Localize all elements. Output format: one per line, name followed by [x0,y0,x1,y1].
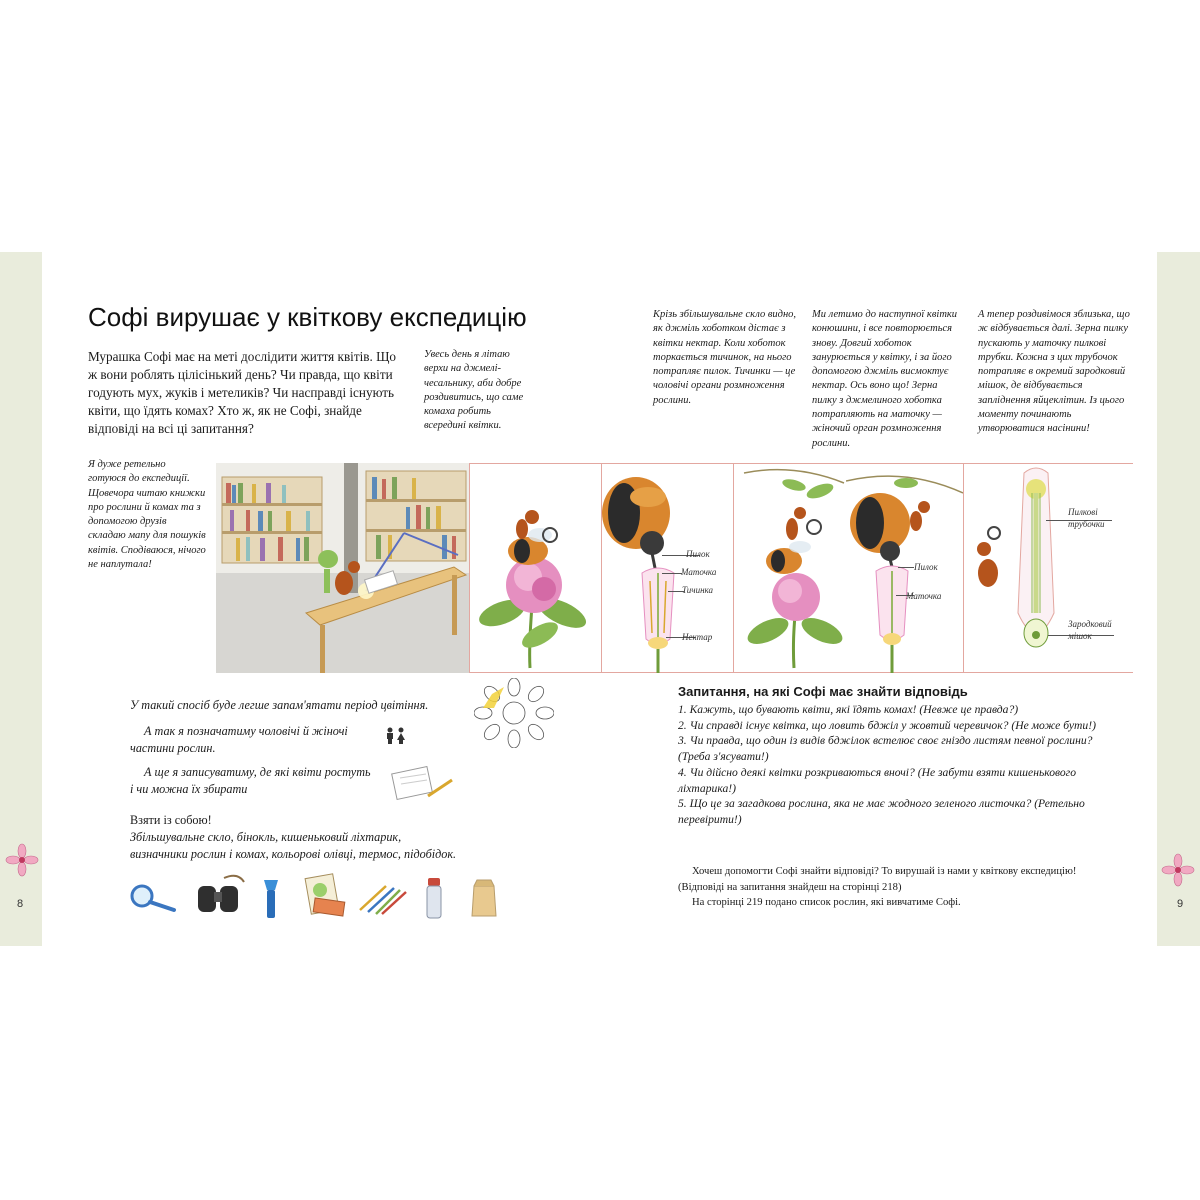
page-number-left: 8 [17,898,24,910]
note-flying: Ми летимо до наступної квітки конюшини, і все повторюється знову. Довгий хоботок занурюється у квітку, і за його допомогою джміль висмоктує нектар. Ось воно що! Зерна пилку з джмелиного хоботка потрапляють на маточку — жіночий орган розмноження рослини. [812,309,958,449]
flower-ornament-right-icon [1160,852,1196,888]
thermos-icon [424,876,444,920]
bee-on-clover-scene [470,463,601,673]
note-magnifier: Крізь збільшувальне скло видно, як джміль хоботком дістає з квітки нектар. Коли хоботок торкається тичинок, на нього потрапляє пилок. Тичинки — це чоловічі органи розмноження рослини. [653,309,797,406]
label-nectar: Нектар [682,632,713,642]
illustration-strip [216,463,1133,673]
guide-books-icon [300,872,350,918]
note-all-day: Увесь день я літаю верхи на джмелі-чесальнику, аби добре роздивитись, що саме комаха робить всередині квітки. [424,349,524,432]
tip-genders: А так я позначатиму чоловічі й жіночі частини рослин. [130,724,348,755]
note-closer: А тепер роздивімося зблизька, що ж відбувається далі. Зерна пилку пускають у маточку пилкові трубки. Кожна з цих трубочок потрапляє в окремий зародковий мішок, де відбувається запліднення яйцеклітин. Із цього моменту починають утворюватися насінини! [978,309,1130,435]
binoculars-icon [194,872,250,916]
tip-where: А ще я записуватиму, де які квіти ростуть і чи можна їх збирати [130,765,371,796]
magnifying-glass-icon [128,880,184,916]
take-along-heading: Взяти із собою! [130,813,212,827]
closing-plant-list: На сторінці 219 подано список рослин, які вивчатиме Софі. [692,897,961,908]
tip-flowering: У такий спосіб буде легше запам'ятати період цвітіння. [130,698,429,712]
leader-line [898,567,914,568]
question-item: 2. Чи справді існує квітка, що ловить бджіл у жовтий черевичок? (Не може бути!) [678,718,1096,732]
intro-paragraph: Мурашка Софі має на меті дослідити життя квітів. Що ж вони роблять цілісінький день? Чи правда, що квіти годують мух, жуків і метеликів? Чи насправді існують квіти, що їдять комах? Хто ж, як не Софі, знайде відповіді на всі ці запитання? [88,349,396,436]
pistil-diagram [846,463,963,673]
questions-heading: Запитання, на які Софі має знайти відповідь [678,684,968,699]
page-title: Софі вирушає у квіткову експедицію [88,302,527,332]
label-pollen: Пилок [686,549,710,559]
notebook-icon [388,766,454,802]
leader-line [662,573,682,574]
closing-paragraph [678,864,1118,911]
gender-symbols-icon [384,727,408,745]
colored-pencils-icon [356,880,408,916]
questions-list [678,702,1098,828]
question-item: 1. Кажуть, що бувають квіти, які їдять комах! (Невже це правда?) [678,703,1019,716]
ant-riding-bee-scene [734,463,846,673]
right-margin-strip [1157,252,1200,946]
question-item: 5. Що це за загадкова рослина, яка не має жодного зеленого листочка? (Ретельно перевірити!) [678,797,1085,826]
label-embryo-sac: Зародковий мішок [1068,619,1112,641]
flower-ornament-left-icon [4,842,40,878]
closing-invitation: Хочеш допомогти Софі знайти відповіді? То вирушай із нами у квіткову експедицію! (Відповіді на запитання знайдеш на сторінці 218) [678,866,1077,893]
take-along [130,812,460,863]
page-number-right: 9 [1177,898,1184,910]
label-stamen: Тичинка [682,585,714,595]
flashlight-icon [256,876,286,920]
label-pistil: Маточка [681,567,717,577]
note-preparing: Я дуже ретельно готуюся до експедиції. Щовечора читаю книжки про рослини й комах та з допомогою друзів складаю мапу для пошуків квітів. Сподіваюся, нічого не наплутала! [88,459,206,571]
question-item: 4. Чи дійсно деякі квітки розкриваються вночі? (Не забути взяти кишенькового ліхтарика!) [678,765,1076,795]
question-item: 3. Чи правда, що один із видів бджілок встелює своє гніздо листям певної рослини? (Треба з'ясувати!) [678,734,1093,764]
label-pollen-tubes: Пилкові трубочки [1068,507,1105,529]
daisy-calendar-icon [474,678,554,748]
take-along-items: Збільшувальне скло, бінокль, кишеньковий ліхтарик, визначники рослин і комах, кольорові олівці, термос, підобідок. [130,830,457,861]
label-pollen-2: Пилок [914,562,938,572]
lunch-bag-icon [470,878,498,918]
label-pistil-2: Маточка [906,591,942,601]
library-scene [216,463,469,673]
